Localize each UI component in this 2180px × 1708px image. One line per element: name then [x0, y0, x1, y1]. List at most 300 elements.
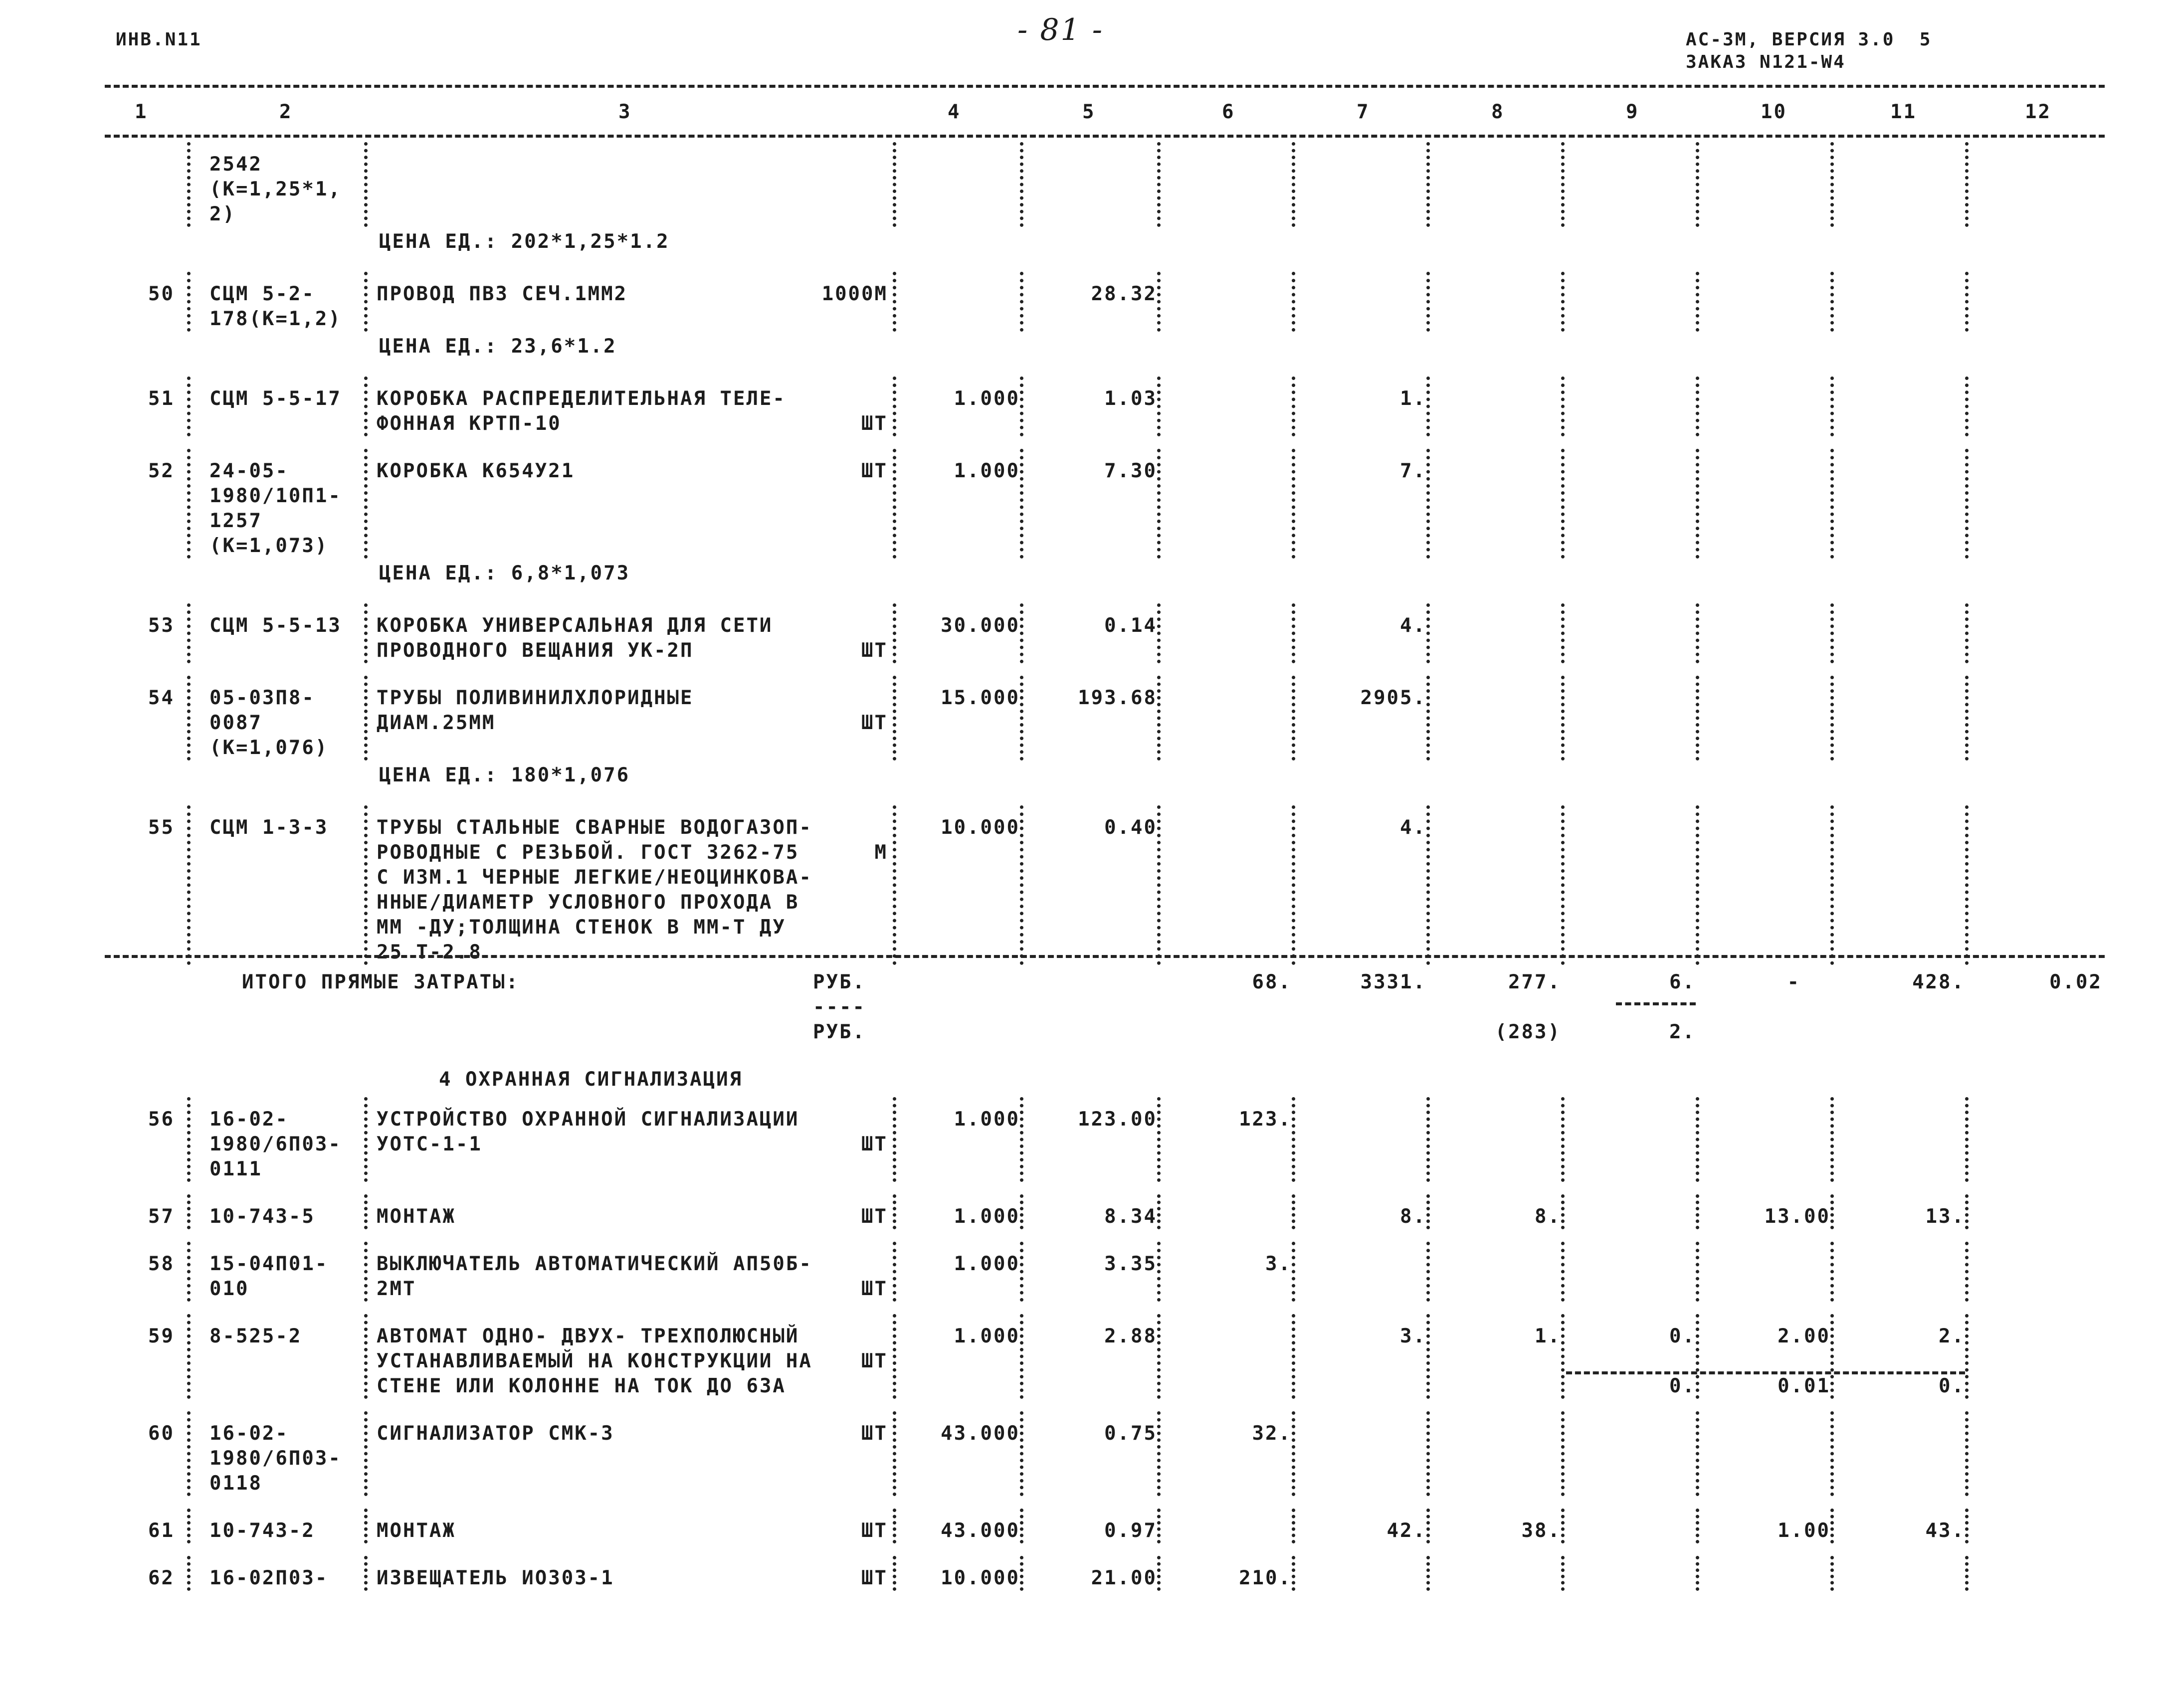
- item-description: ФОННАЯ КРТП-10: [377, 412, 562, 435]
- column-separator: [187, 1411, 191, 1496]
- column-separator: [1426, 377, 1430, 436]
- item-code: 0111: [209, 1158, 262, 1180]
- unit: ШТ: [861, 712, 888, 734]
- cell-price: 0.14: [1104, 614, 1157, 637]
- totals-c8b: (283): [1495, 1021, 1561, 1043]
- column-separator: [187, 449, 191, 559]
- column-separator: [893, 1242, 896, 1302]
- column-separator: [1965, 377, 1969, 436]
- page-number: - 81 -: [1017, 12, 1104, 47]
- column-separator: [893, 1556, 896, 1591]
- column-separator: [1965, 1314, 1969, 1399]
- item-description: ТРУБЫ СТАЛЬНЫЕ СВАРНЫЕ ВОДОГАЗОП-: [377, 816, 812, 839]
- column-separator: [1020, 1242, 1023, 1302]
- column-separator: [1561, 1194, 1565, 1229]
- row-number: 61: [148, 1519, 175, 1542]
- column-heading-2: 2: [279, 101, 293, 123]
- item-description: ДИАМ.25ММ: [377, 712, 496, 734]
- column-separator: [1561, 1509, 1565, 1543]
- column-separator: [187, 272, 191, 332]
- column-separator: [893, 272, 896, 332]
- cell-c7: 4.: [1400, 816, 1426, 839]
- column-separator: [1292, 142, 1295, 227]
- unit: ШТ: [861, 639, 888, 662]
- row-number: 50: [148, 283, 175, 305]
- column-heading-7: 7: [1357, 101, 1370, 123]
- column-separator: [1696, 377, 1699, 436]
- order-label: ЗАКАЗ N121-W4: [1686, 52, 1846, 72]
- unit: М: [874, 841, 888, 864]
- cell-qty: 15.000: [941, 687, 1020, 709]
- cell-qty: 43.000: [941, 1519, 1020, 1542]
- column-separator: [187, 377, 191, 436]
- column-separator: [364, 272, 368, 332]
- cell-c7: 2905.: [1360, 687, 1426, 709]
- column-separator: [1020, 1509, 1023, 1543]
- column-separator: [1020, 272, 1023, 332]
- column-separator: [1292, 676, 1295, 760]
- cell-price: 2.88: [1104, 1325, 1157, 1347]
- totals-c10: -: [1787, 971, 1800, 993]
- column-separator: [1965, 603, 1969, 663]
- column-separator: [364, 1314, 368, 1399]
- column-separator: [1426, 449, 1430, 559]
- column-separator: [187, 1194, 191, 1229]
- cell-c10: 1.00: [1778, 1519, 1830, 1542]
- column-separator: [1696, 1411, 1699, 1496]
- column-separator: [1292, 1556, 1295, 1591]
- cell-qty: 1.000: [954, 387, 1020, 410]
- item-code: 24-05-: [209, 460, 289, 482]
- cell-c11: 13.: [1925, 1205, 1965, 1228]
- column-separator: [1830, 272, 1834, 332]
- column-heading-4: 4: [948, 101, 961, 123]
- column-separator: [893, 449, 896, 559]
- unit: ШТ: [861, 1567, 888, 1589]
- column-separator: [1426, 805, 1430, 965]
- column-separator: [1561, 676, 1565, 760]
- column-separator: [1157, 1411, 1161, 1496]
- item-description: ПРОВОД ПВЗ СЕЧ.1ММ2: [377, 283, 628, 305]
- item-code: СЦМ 1-3-3: [209, 816, 329, 839]
- column-separator: [893, 377, 896, 436]
- column-separator: [893, 1411, 896, 1496]
- row-number: 53: [148, 614, 175, 637]
- column-separator: [1696, 1509, 1699, 1543]
- totals-c12: 0.02: [2049, 971, 2102, 993]
- section-title: 4 ОХРАННАЯ СИГНАЛИЗАЦИЯ: [439, 1068, 743, 1091]
- column-separator: [1830, 377, 1834, 436]
- cell-c9: 0.: [1669, 1325, 1696, 1347]
- column-separator: [1830, 603, 1834, 663]
- unit: ШТ: [861, 1278, 888, 1300]
- row-number: 54: [148, 687, 175, 709]
- column-separator: [1965, 676, 1969, 760]
- column-separator: [1830, 805, 1834, 965]
- item-description: ПРОВОДНОГО ВЕЩАНИЯ УК-2П: [377, 639, 694, 662]
- header-top-rule: [105, 85, 2105, 88]
- item-description: КОРОБКА РАСПРЕДЕЛИТЕЛЬНАЯ ТЕЛЕ-: [377, 387, 786, 410]
- cell-qty: 1.000: [954, 1325, 1020, 1347]
- cell-c7: 7.: [1400, 460, 1426, 482]
- column-separator: [364, 377, 368, 436]
- column-separator: [1426, 676, 1430, 760]
- unit: ШТ: [861, 1205, 888, 1228]
- cell-price: 7.30: [1104, 460, 1157, 482]
- cell-price: 193.68: [1078, 687, 1157, 709]
- item-description: РОВОДНЫЕ С РЕЗЬБОЙ. ГОСТ 3262-75: [377, 841, 799, 864]
- column-separator: [1020, 603, 1023, 663]
- item-description: УОТС-1-1: [377, 1133, 482, 1155]
- column-separator: [893, 142, 896, 227]
- column-separator: [364, 1242, 368, 1302]
- inventory-number: ИНВ.N11: [116, 29, 202, 50]
- column-separator: [893, 1194, 896, 1229]
- subtotal-rule: [1566, 1371, 1965, 1374]
- column-separator: [1157, 676, 1161, 760]
- cell-price: 8.34: [1104, 1205, 1157, 1228]
- column-separator: [1561, 603, 1565, 663]
- item-code: 10-743-2: [209, 1519, 315, 1542]
- item-code: 1980/10П1-: [209, 485, 342, 507]
- row-number: 56: [148, 1108, 175, 1131]
- cell-c10: 13.00: [1764, 1205, 1830, 1228]
- column-separator: [1696, 676, 1699, 760]
- column-heading-3: 3: [618, 101, 632, 123]
- column-separator: [1292, 805, 1295, 965]
- cell-c6: 3.: [1265, 1253, 1292, 1275]
- column-separator: [893, 1314, 896, 1399]
- item-description: ММ -ДУ;ТОЛЩИНА СТЕНОК В ММ-Т ДУ: [377, 916, 786, 939]
- column-separator: [1561, 1411, 1565, 1496]
- cell-qty: 1.000: [954, 1205, 1020, 1228]
- unit: 1000М: [821, 283, 888, 305]
- totals-c11: 428.: [1912, 971, 1965, 993]
- cell-qty: 1.000: [954, 460, 1020, 482]
- row-number: 57: [148, 1205, 175, 1228]
- column-separator: [187, 1242, 191, 1302]
- column-separator: [1292, 1314, 1295, 1399]
- item-code: 0087: [209, 712, 262, 734]
- item-description: АВТОМАТ ОДНО- ДВУХ- ТРЕХПОЛЮСНЫЙ: [377, 1325, 799, 1347]
- column-separator: [1561, 142, 1565, 227]
- cell-c6: 32.: [1252, 1422, 1292, 1445]
- cell-qty: 10.000: [941, 1567, 1020, 1589]
- column-separator: [1020, 1097, 1023, 1182]
- column-separator: [1965, 449, 1969, 559]
- cell-c7: 8.: [1400, 1205, 1426, 1228]
- column-separator: [1561, 272, 1565, 332]
- column-separator: [1696, 272, 1699, 332]
- item-code: 1980/6П03-: [209, 1133, 342, 1155]
- item-description: СТЕНЕ ИЛИ КОЛОННЕ НА ТОК ДО 63А: [377, 1375, 786, 1397]
- item-code: (К=1,073): [209, 535, 329, 557]
- cell-c8: 1.: [1535, 1325, 1561, 1347]
- column-separator: [364, 1509, 368, 1543]
- column-separator: [1965, 272, 1969, 332]
- item-description: ВЫКЛЮЧАТЕЛЬ АВТОМАТИЧЕСКИЙ АП50Б-: [377, 1253, 812, 1275]
- column-separator: [1157, 1242, 1161, 1302]
- unit: ШТ: [861, 1519, 888, 1542]
- cell-price: 28.32: [1091, 283, 1157, 305]
- column-separator: [1157, 1509, 1161, 1543]
- cell-c8: 8.: [1535, 1205, 1561, 1228]
- column-separator: [187, 1556, 191, 1591]
- column-separator: [1426, 1509, 1430, 1543]
- totals-c9b: 2.: [1669, 1021, 1696, 1043]
- item-code: 1980/6П03-: [209, 1447, 342, 1470]
- column-separator: [364, 142, 368, 227]
- column-separator: [1696, 1097, 1699, 1182]
- column-separator: [893, 805, 896, 965]
- column-separator: [1292, 449, 1295, 559]
- column-separator: [187, 1097, 191, 1182]
- cell-price: 0.40: [1104, 816, 1157, 839]
- column-separator: [1157, 603, 1161, 663]
- column-heading-12: 12: [2025, 101, 2051, 123]
- row-number: 55: [148, 816, 175, 839]
- cell-qty: 30.000: [941, 614, 1020, 637]
- column-separator: [1965, 142, 1969, 227]
- unit: ШТ: [861, 412, 888, 435]
- cell-price: 1.03: [1104, 387, 1157, 410]
- cell-c8: 38.: [1521, 1519, 1561, 1542]
- column-separator: [1965, 1509, 1969, 1543]
- column-heading-1: 1: [135, 101, 148, 123]
- row-number: 62: [148, 1567, 175, 1589]
- column-separator: [187, 676, 191, 760]
- column-separator: [1292, 1509, 1295, 1543]
- column-separator: [893, 676, 896, 760]
- column-separator: [1292, 1242, 1295, 1302]
- unit-price-note: ЦЕНА ЕД.: 202*1,25*1.2: [379, 230, 670, 253]
- item-description: КОРОБКА К654У21: [377, 460, 575, 482]
- cell-c9b: 0.: [1669, 1375, 1696, 1397]
- unit: ШТ: [861, 1133, 888, 1155]
- item-description: МОНТАЖ: [377, 1519, 456, 1542]
- column-separator: [364, 1411, 368, 1496]
- column-heading-10: 10: [1761, 101, 1787, 123]
- column-separator: [1696, 603, 1699, 663]
- column-separator: [1292, 377, 1295, 436]
- column-separator: [187, 1509, 191, 1543]
- item-description: С ИЗМ.1 ЧЕРНЫЕ ЛЕГКИЕ/НЕОЦИНКОВА-: [377, 866, 812, 889]
- cell-qty: 43.000: [941, 1422, 1020, 1445]
- column-separator: [1426, 1194, 1430, 1229]
- column-separator: [1157, 377, 1161, 436]
- item-description: КОРОБКА УНИВЕРСАЛЬНАЯ ДЛЯ СЕТИ: [377, 614, 773, 637]
- column-separator: [1696, 449, 1699, 559]
- item-description: УСТРОЙСТВО ОХРАННОЙ СИГНАЛИЗАЦИИ: [377, 1108, 799, 1131]
- unit-price-note: ЦЕНА ЕД.: 180*1,076: [379, 764, 630, 786]
- column-separator: [1426, 1314, 1430, 1399]
- column-separator: [1426, 1411, 1430, 1496]
- cell-price: 21.00: [1091, 1567, 1157, 1589]
- column-separator: [893, 1509, 896, 1543]
- item-description: ТРУБЫ ПОЛИВИНИЛХЛОРИДНЫЕ: [377, 687, 694, 709]
- cell-c11: 2.: [1939, 1325, 1965, 1347]
- cell-price: 0.75: [1104, 1422, 1157, 1445]
- column-separator: [1292, 1194, 1295, 1229]
- totals-currency-2: РУБ.: [813, 1021, 866, 1043]
- item-code: СЦМ 5-2-: [209, 283, 315, 305]
- item-code: 0118: [209, 1472, 262, 1495]
- column-separator: [1292, 603, 1295, 663]
- column-separator: [1561, 1097, 1565, 1182]
- item-description: ННЫЕ/ДИАМЕТР УСЛОВНОГО ПРОХОДА В: [377, 891, 799, 914]
- column-separator: [1157, 1194, 1161, 1229]
- row-number: 58: [148, 1253, 175, 1275]
- item-code: 010: [209, 1278, 249, 1300]
- column-separator: [1830, 1097, 1834, 1182]
- column-separator: [364, 1194, 368, 1229]
- cell-c6: 210.: [1239, 1567, 1292, 1589]
- column-heading-6: 6: [1222, 101, 1235, 123]
- item-code: 16-02П03-: [209, 1567, 329, 1589]
- column-separator: [1157, 1097, 1161, 1182]
- column-separator: [1561, 805, 1565, 965]
- cell-qty: 1.000: [954, 1108, 1020, 1131]
- column-heading-11: 11: [1890, 101, 1917, 123]
- totals-c7: 3331.: [1360, 971, 1426, 993]
- column-separator: [187, 805, 191, 965]
- column-separator: [1561, 1314, 1565, 1399]
- column-separator: [1157, 449, 1161, 559]
- totals-sub-rule: [1616, 1002, 1696, 1005]
- column-separator: [1965, 805, 1969, 965]
- column-separator: [364, 449, 368, 559]
- column-separator: [1426, 1097, 1430, 1182]
- header-bottom-rule: [105, 135, 2105, 138]
- unit: ШТ: [861, 1350, 888, 1372]
- column-separator: [1830, 1411, 1834, 1496]
- column-separator: [364, 603, 368, 663]
- column-separator: [1830, 676, 1834, 760]
- column-separator: [1426, 603, 1430, 663]
- column-separator: [1561, 1556, 1565, 1591]
- column-separator: [1830, 1242, 1834, 1302]
- column-separator: [1157, 1556, 1161, 1591]
- column-separator: [1020, 1194, 1023, 1229]
- column-separator: [1292, 1097, 1295, 1182]
- item-code: 16-02-: [209, 1422, 289, 1445]
- row-number: 59: [148, 1325, 175, 1347]
- column-separator: [1830, 1314, 1834, 1399]
- column-separator: [1830, 1194, 1834, 1229]
- cell-c11: 43.: [1925, 1519, 1965, 1542]
- column-separator: [364, 805, 368, 965]
- column-separator: [1020, 1411, 1023, 1496]
- column-heading-8: 8: [1491, 101, 1505, 123]
- item-code: 05-03П8-: [209, 687, 315, 709]
- cell-price: 3.35: [1104, 1253, 1157, 1275]
- column-separator: [364, 1097, 368, 1182]
- cell-qty: 1.000: [954, 1253, 1020, 1275]
- row-number: 60: [148, 1422, 175, 1445]
- cell-c10: 2.00: [1778, 1325, 1830, 1347]
- column-separator: [1965, 1097, 1969, 1182]
- column-separator: [1157, 142, 1161, 227]
- column-separator: [1965, 1411, 1969, 1496]
- column-separator: [1157, 805, 1161, 965]
- column-separator: [187, 603, 191, 663]
- column-separator: [1965, 1242, 1969, 1302]
- totals-currency: РУБ.: [813, 971, 866, 993]
- cell-c7: 4.: [1400, 614, 1426, 637]
- item-code: 1257: [209, 510, 262, 532]
- unit-price-note: ЦЕНА ЕД.: 6,8*1,073: [379, 562, 630, 584]
- column-separator: [1426, 1556, 1430, 1591]
- column-separator: [1020, 676, 1023, 760]
- column-heading-9: 9: [1626, 101, 1639, 123]
- column-separator: [893, 1097, 896, 1182]
- column-separator: [187, 1314, 191, 1399]
- column-separator: [1020, 1556, 1023, 1591]
- item-code: (К=1,25*1,: [209, 178, 342, 200]
- item-code: СЦМ 5-5-13: [209, 614, 342, 637]
- item-description: СИГНАЛИЗАТОР СМК-3: [377, 1422, 614, 1445]
- item-code: СЦМ 5-5-17: [209, 387, 342, 410]
- column-separator: [1020, 449, 1023, 559]
- column-separator: [1426, 272, 1430, 332]
- column-separator: [1696, 805, 1699, 965]
- item-code: 178(К=1,2): [209, 308, 342, 330]
- unit: ШТ: [861, 1422, 888, 1445]
- item-code: 2): [209, 203, 236, 225]
- item-description: УСТАНАВЛИВАЕМЫЙ НА КОНСТРУКЦИИ НА: [377, 1350, 812, 1372]
- column-separator: [364, 1556, 368, 1591]
- column-separator: [1830, 449, 1834, 559]
- column-separator: [1696, 142, 1699, 227]
- column-separator: [1157, 1314, 1161, 1399]
- totals-separator: ----: [813, 996, 866, 1018]
- cell-c7: 1.: [1400, 387, 1426, 410]
- column-heading-5: 5: [1082, 101, 1096, 123]
- unit-price-note: ЦЕНА ЕД.: 23,6*1.2: [379, 335, 617, 358]
- cell-price: 0.97: [1104, 1519, 1157, 1542]
- column-separator: [187, 142, 191, 227]
- column-separator: [1830, 1509, 1834, 1543]
- row-number: 52: [148, 460, 175, 482]
- column-separator: [1561, 449, 1565, 559]
- column-separator: [1020, 377, 1023, 436]
- column-separator: [1292, 272, 1295, 332]
- column-separator: [364, 676, 368, 760]
- column-separator: [1965, 1556, 1969, 1591]
- column-separator: [1561, 377, 1565, 436]
- cell-c7: 42.: [1387, 1519, 1426, 1542]
- column-separator: [1830, 1556, 1834, 1591]
- version-label: АС-3М, ВЕРСИЯ 3.0 5: [1686, 29, 1932, 50]
- column-separator: [1696, 1314, 1699, 1399]
- row-number: 51: [148, 387, 175, 410]
- cell-c6: 123.: [1239, 1108, 1292, 1131]
- item-code: 15-04П01-: [209, 1253, 329, 1275]
- unit: ШТ: [861, 460, 888, 482]
- totals-c6: 68.: [1252, 971, 1292, 993]
- item-description: 25 Т-2.8: [377, 941, 482, 963]
- item-code: 8-525-2: [209, 1325, 302, 1347]
- column-separator: [1696, 1194, 1699, 1229]
- column-separator: [1426, 142, 1430, 227]
- column-separator: [1696, 1556, 1699, 1591]
- item-code: 10-743-5: [209, 1205, 315, 1228]
- column-separator: [1696, 1242, 1699, 1302]
- column-separator: [1020, 1314, 1023, 1399]
- column-separator: [1561, 1242, 1565, 1302]
- column-separator: [1292, 1411, 1295, 1496]
- item-code: (К=1,076): [209, 737, 329, 759]
